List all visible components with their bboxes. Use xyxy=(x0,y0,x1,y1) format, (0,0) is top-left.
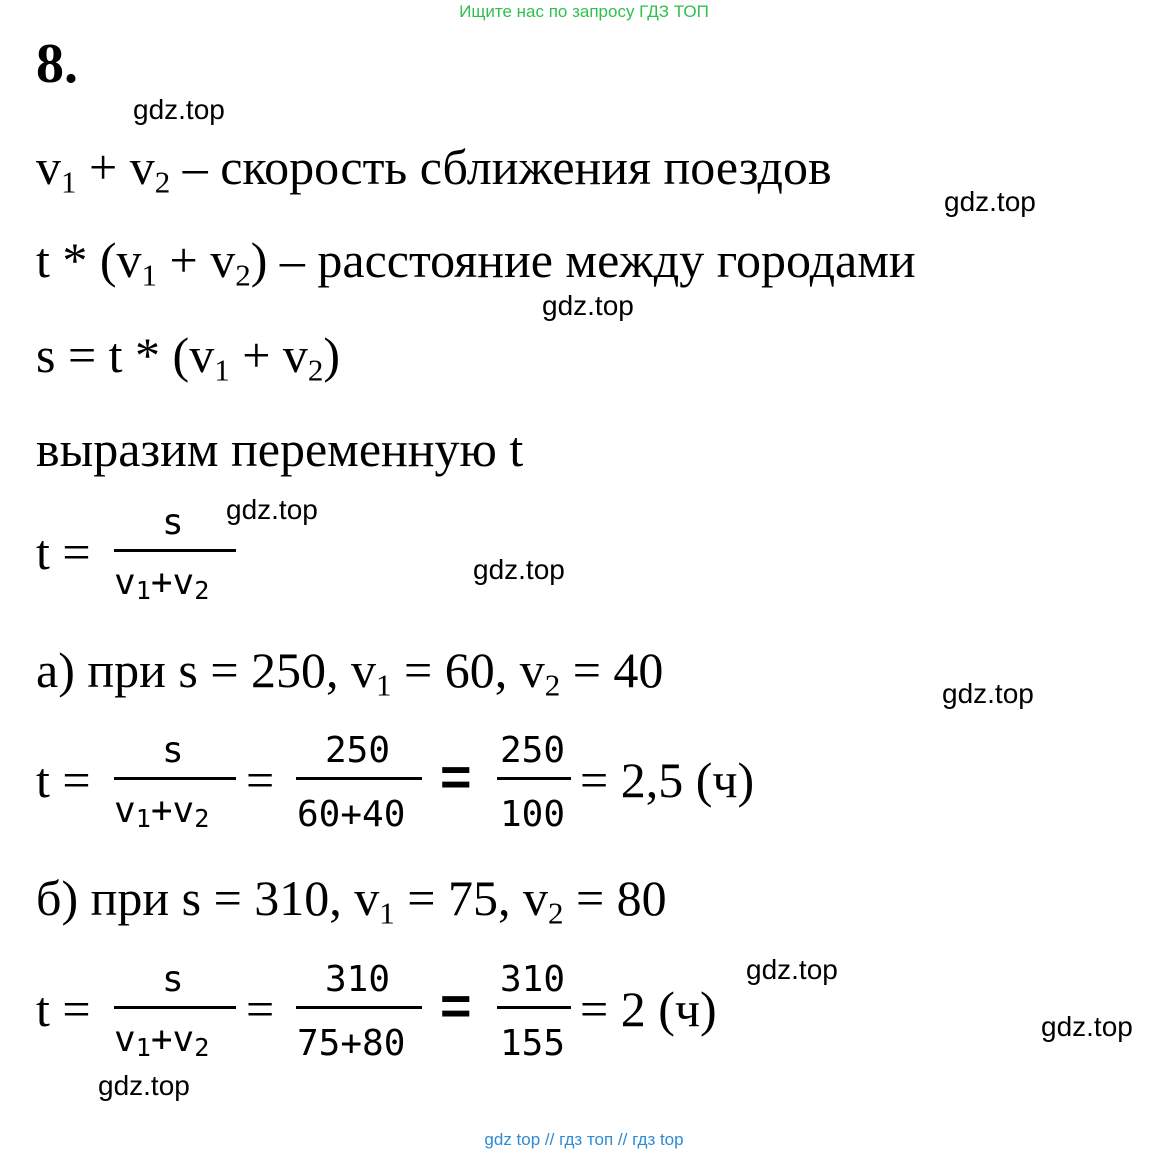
case-b-numerator-1: s xyxy=(162,959,184,1000)
case-b-t-eq: t = xyxy=(36,981,91,1037)
watermark: gdz.top xyxy=(473,554,565,585)
case-a-equals-1: = xyxy=(246,752,275,808)
top-banner: Ищите нас по запросу ГДЗ ТОП xyxy=(459,2,709,21)
watermark: gdz.top xyxy=(1041,1011,1133,1042)
case-a-result: = 2,5 (ч) xyxy=(580,752,755,808)
case-a-numerator-2: 250 xyxy=(325,730,391,771)
case-a-numerator-1: s xyxy=(162,730,184,771)
watermark: gdz.top xyxy=(542,290,634,321)
case-a-equals-2: = xyxy=(440,747,472,807)
case-b-denominator-2: 75+80 xyxy=(297,1023,406,1064)
task-number: 8. xyxy=(36,33,78,95)
fraction-bar xyxy=(497,1006,571,1009)
fraction-bar xyxy=(296,1006,422,1009)
general-numerator: s xyxy=(162,502,184,543)
case-a-t-eq: t = xyxy=(36,752,91,808)
watermark: gdz.top xyxy=(133,94,225,125)
express-variable-line: выразим переменную t xyxy=(36,421,524,477)
general-denominator: v1+v2 xyxy=(114,562,210,606)
case-a-denominator-3: 100 xyxy=(500,794,566,835)
case-b-numerator-3: 310 xyxy=(500,959,566,1000)
watermark: gdz.top xyxy=(942,678,1034,709)
case-b-denominator-1: v1+v2 xyxy=(114,1019,210,1063)
general-t-eq: t = xyxy=(36,524,91,580)
watermark: gdz.top xyxy=(746,954,838,985)
case-b-denominator-3: 155 xyxy=(500,1023,566,1064)
case-b-equals-2: = xyxy=(440,976,472,1036)
fraction-bar xyxy=(114,549,236,552)
fraction-bar xyxy=(114,1006,236,1009)
watermark: gdz.top xyxy=(98,1070,190,1101)
fraction-bar xyxy=(296,777,422,780)
bottom-banner: gdz top // гдз топ // гдз top xyxy=(484,1130,684,1149)
case-b-result: = 2 (ч) xyxy=(580,981,717,1037)
case-a-denominator-1: v1+v2 xyxy=(114,790,210,834)
closing-speed-line: $v_1 + v_2$ – скорость сближения поездов xyxy=(36,139,832,200)
case-a-condition: а) при s = 250, $v_1 = 60$, $v_2 = 40$ xyxy=(36,642,664,703)
watermark: gdz.top xyxy=(944,186,1036,217)
case-b-condition: б) при s = 310, $v_1 = 75$, $v_2 = 80$ xyxy=(36,870,667,931)
case-b-equals-1: = xyxy=(246,981,275,1037)
case-b-numerator-2: 310 xyxy=(325,959,391,1000)
fraction-bar xyxy=(114,777,236,780)
fraction-bar xyxy=(497,777,571,780)
case-a-denominator-2: 60+40 xyxy=(297,794,406,835)
watermark: gdz.top xyxy=(226,494,318,525)
formula-line: $s = t * (v_1 + v_2)$ xyxy=(36,327,341,388)
distance-line: $t * (v_1 + v_2)$ – расстояние между городами xyxy=(36,232,916,293)
case-a-numerator-3: 250 xyxy=(500,730,566,771)
